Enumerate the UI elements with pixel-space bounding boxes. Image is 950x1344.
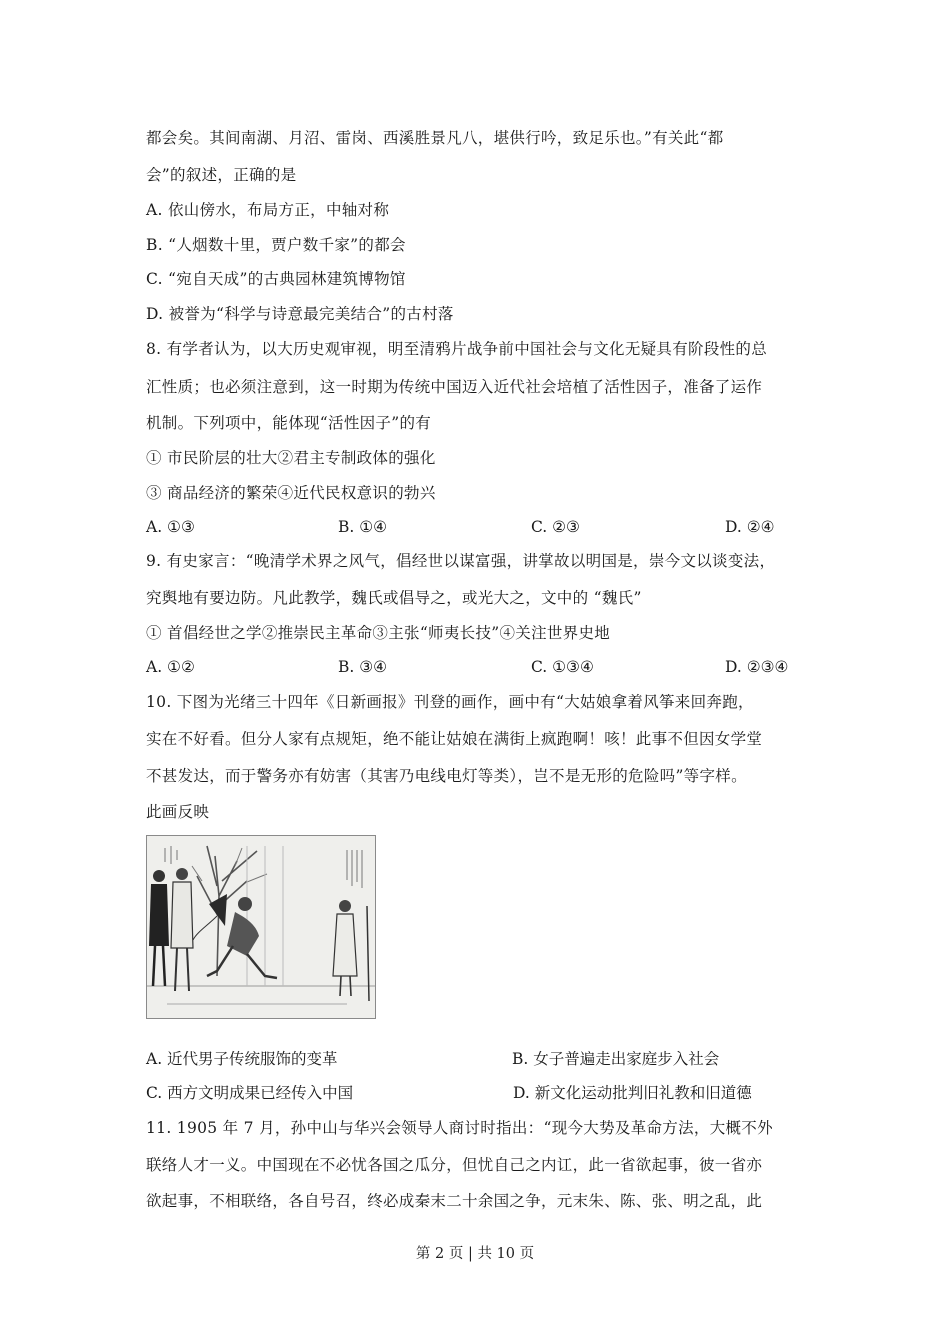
q7-option-a: A. 依山傍水，布局方正，中轴对称 [146, 201, 390, 219]
q9-option-a: A. ①② [146, 658, 195, 676]
q10-stem-line-3: 不甚发达，而于警务亦有妨害（其害乃电线电灯等类），岂不是无形的危险吗”等字样。 [146, 767, 747, 785]
q10-stem-line-1: 10. 下图为光绪三十四年《日新画报》刊登的画作，画中有“大姑娘拿着风筝来回奔跑， [146, 693, 754, 711]
q7-option-d: D. 被誉为“科学与诗意最完美结合”的古村落 [146, 305, 454, 323]
q8-option-c: C. ②③ [531, 518, 580, 536]
page-footer: 第 2 页 | 共 10 页 [415, 1246, 535, 1262]
q7-option-b: B. “人烟数十里，贾户数千家”的都会 [146, 236, 406, 254]
q10-stem-line-4: 此画反映 [146, 803, 210, 821]
q8-option-a: A. ①③ [146, 518, 195, 536]
q8-stem-line-1: 8. 有学者认为，以大历史观审视，明至清鸦片战争前中国社会与文化无疑具有阶段性的总 [146, 340, 768, 358]
q8-item-line-2: ③ 商品经济的繁荣④近代民权意识的勃兴 [146, 484, 436, 502]
q10-option-c: C. 西方文明成果已经传入中国 [146, 1084, 354, 1102]
q7-option-c: C. “宛自天成”的古典园林建筑博物馆 [146, 270, 406, 288]
q9-item-line: ① 首倡经世之学②推崇民主革命③主张“师夷长技”④关注世界史地 [146, 624, 611, 642]
newspaper-illustration [146, 835, 376, 1019]
q11-stem-line-2: 联络人才一义。中国现在不必忧各国之瓜分，但忧自己之内讧，此一省欲起事，彼一省亦 [146, 1156, 763, 1174]
q8-stem-line-2: 汇性质；也必须注意到，这一时期为传统中国迈入近代社会培植了活性因子，准备了运作 [146, 378, 763, 396]
q10-option-b: B. 女子普遍走出家庭步入社会 [512, 1050, 720, 1068]
q7-continuation-line-1: 都会矣。其间南湖、月沼、雷岗、西溪胜景凡八，堪供行吟，致足乐也。”有关此“都 [146, 129, 724, 147]
q9-stem-line-2: 究舆地有要边防。凡此教学，魏氏或倡导之，或光大之，文中的 “魏氏” [146, 589, 642, 607]
q10-stem-line-2: 实在不好看。但分人家有点规矩，绝不能让姑娘在满街上疯跑啊！咳！此事不但因女学堂 [146, 730, 763, 748]
q9-option-b: B. ③④ [338, 658, 388, 676]
q9-option-c: C. ①③④ [531, 658, 594, 676]
q8-option-b: B. ①④ [338, 518, 388, 536]
q10-option-d: D. 新文化运动批判旧礼教和旧道德 [513, 1084, 752, 1102]
q9-stem-line-1: 9. 有史家言：“晚清学术界之风气，倡经世以谋富强，讲掌故以明国是，崇今文以谈变法， [146, 552, 776, 570]
q11-stem-line-1: 11. 1905 年 7 月，孙中山与华兴会领导人商讨时指出：“现今大势及革命方法，大概不外 [146, 1119, 773, 1137]
q10-option-a: A. 近代男子传统服饰的变革 [146, 1050, 338, 1068]
q9-option-d: D. ②③④ [725, 658, 789, 676]
q11-stem-line-3: 欲起事，不相联络，各自号召，终必成秦末二十余国之争，元末朱、陈、张、明之乱，此 [146, 1192, 763, 1210]
q8-item-line-1: ① 市民阶层的壮大②君主专制政体的强化 [146, 449, 436, 467]
q8-option-d: D. ②④ [725, 518, 775, 536]
q8-stem-line-3: 机制。下列项中，能体现“活性因子”的有 [146, 414, 432, 432]
q7-continuation-line-2: 会”的叙述，正确的是 [146, 166, 297, 184]
